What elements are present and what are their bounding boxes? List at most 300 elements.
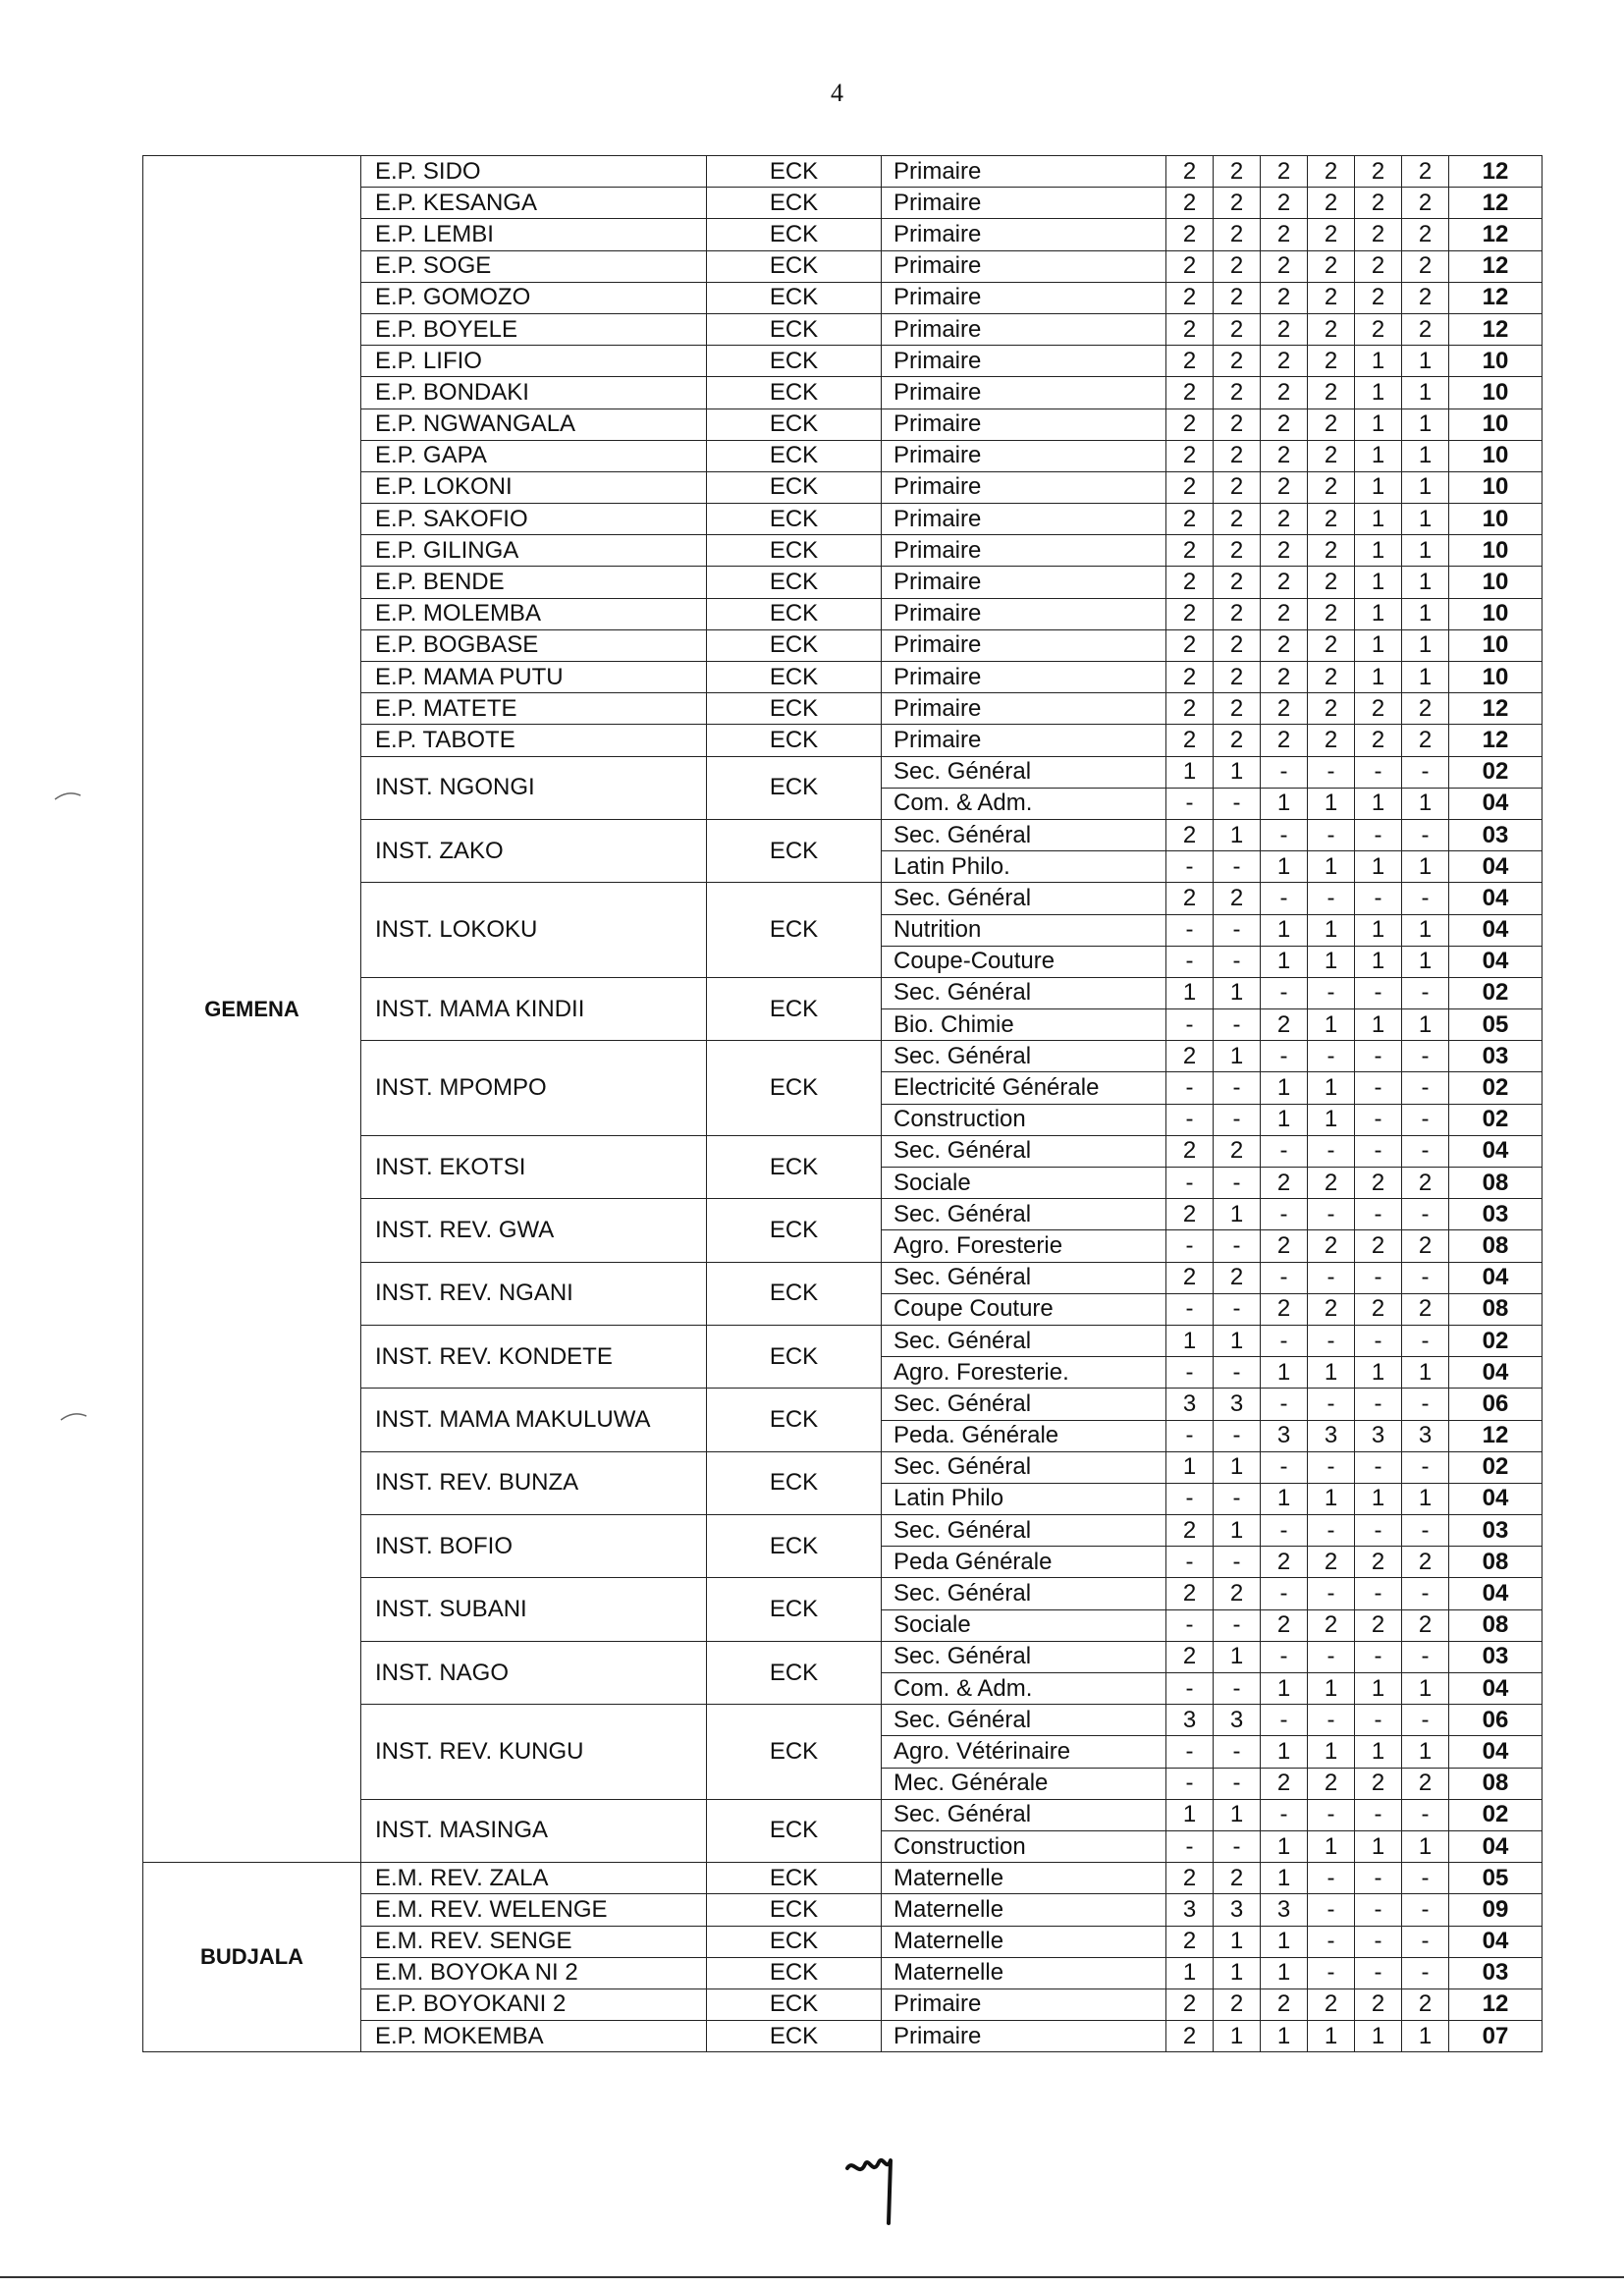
total-cell: 12 bbox=[1449, 250, 1543, 282]
section-cell: Construction bbox=[882, 1104, 1166, 1135]
class-count-cell: 2 bbox=[1308, 440, 1355, 471]
class-count-cell: 2 bbox=[1166, 693, 1214, 725]
class-count-cell: 2 bbox=[1261, 346, 1308, 377]
class-count-cell: 2 bbox=[1214, 1262, 1261, 1293]
total-cell: 05 bbox=[1449, 1863, 1543, 1894]
total-cell: 03 bbox=[1449, 1515, 1543, 1547]
section-cell: Sec. Général bbox=[882, 1199, 1166, 1230]
class-count-cell: 2 bbox=[1261, 409, 1308, 440]
class-count-cell: 1 bbox=[1355, 567, 1402, 598]
school-name-cell: E.P. LIFIO bbox=[361, 346, 707, 377]
network-cell: ECK bbox=[707, 1926, 882, 1957]
school-name-cell: INST. MPOMPO bbox=[361, 1041, 707, 1136]
class-count-cell: - bbox=[1214, 914, 1261, 946]
network-cell: ECK bbox=[707, 313, 882, 345]
total-cell: 12 bbox=[1449, 1420, 1543, 1451]
class-count-cell: 2 bbox=[1308, 629, 1355, 661]
class-count-cell: 1 bbox=[1261, 1483, 1308, 1514]
class-count-cell: - bbox=[1166, 1009, 1214, 1041]
section-cell: Sec. Général bbox=[882, 1041, 1166, 1072]
total-cell: 12 bbox=[1449, 1988, 1543, 2020]
total-cell: 10 bbox=[1449, 629, 1543, 661]
section-cell: Sec. Général bbox=[882, 1641, 1166, 1672]
network-cell: ECK bbox=[707, 598, 882, 629]
class-count-cell: - bbox=[1214, 946, 1261, 977]
class-count-cell: 2 bbox=[1308, 409, 1355, 440]
class-count-cell: 1 bbox=[1261, 1863, 1308, 1894]
class-count-cell: - bbox=[1308, 1705, 1355, 1736]
section-cell: Maternelle bbox=[882, 1894, 1166, 1926]
class-count-cell: - bbox=[1355, 1863, 1402, 1894]
class-count-cell: 1 bbox=[1214, 1325, 1261, 1356]
total-cell: 04 bbox=[1449, 1673, 1543, 1705]
total-cell: 05 bbox=[1449, 1009, 1543, 1041]
class-count-cell: 2 bbox=[1214, 250, 1261, 282]
section-cell: Primaire bbox=[882, 2021, 1166, 2052]
class-count-cell: 1 bbox=[1402, 1736, 1449, 1768]
class-count-cell: 1 bbox=[1355, 662, 1402, 693]
region-cell: BUDJALA bbox=[143, 1863, 361, 2052]
network-cell: ECK bbox=[707, 250, 882, 282]
school-name-cell: E.P. GILINGA bbox=[361, 535, 707, 567]
class-count-cell: 2 bbox=[1308, 504, 1355, 535]
class-count-cell: - bbox=[1402, 1072, 1449, 1104]
total-cell: 02 bbox=[1449, 1325, 1543, 1356]
class-count-cell: 2 bbox=[1214, 693, 1261, 725]
class-count-cell: - bbox=[1214, 1104, 1261, 1135]
class-count-cell: 2 bbox=[1355, 219, 1402, 250]
class-count-cell: 2 bbox=[1166, 1863, 1214, 1894]
class-count-cell: 1 bbox=[1308, 1673, 1355, 1705]
class-count-cell: 1 bbox=[1402, 914, 1449, 946]
class-count-cell: - bbox=[1402, 1863, 1449, 1894]
school-name-cell: E.P. SIDO bbox=[361, 156, 707, 188]
network-cell: ECK bbox=[707, 1957, 882, 1988]
section-cell: Maternelle bbox=[882, 1863, 1166, 1894]
total-cell: 04 bbox=[1449, 1926, 1543, 1957]
network-cell: ECK bbox=[707, 1988, 882, 2020]
class-count-cell: - bbox=[1166, 1673, 1214, 1705]
section-cell: Primaire bbox=[882, 377, 1166, 409]
school-name-cell: E.P. SAKOFIO bbox=[361, 504, 707, 535]
class-count-cell: 1 bbox=[1355, 914, 1402, 946]
class-count-cell: 1 bbox=[1355, 346, 1402, 377]
region-cell: GEMENA bbox=[143, 156, 361, 1863]
class-count-cell: - bbox=[1355, 1451, 1402, 1483]
class-count-cell: - bbox=[1402, 1641, 1449, 1672]
total-cell: 04 bbox=[1449, 946, 1543, 977]
class-count-cell: - bbox=[1214, 1830, 1261, 1862]
class-count-cell: 1 bbox=[1166, 1957, 1214, 1988]
section-cell: Peda. Générale bbox=[882, 1420, 1166, 1451]
class-count-cell: 2 bbox=[1166, 819, 1214, 850]
class-count-cell: - bbox=[1355, 819, 1402, 850]
class-count-cell: 2 bbox=[1402, 1293, 1449, 1325]
school-name-cell: E.P. MAMA PUTU bbox=[361, 662, 707, 693]
section-cell: Coupe-Couture bbox=[882, 946, 1166, 977]
class-count-cell: - bbox=[1166, 1230, 1214, 1262]
schools-table bbox=[142, 155, 1543, 2052]
class-count-cell: 1 bbox=[1214, 1451, 1261, 1483]
class-count-cell: - bbox=[1308, 1199, 1355, 1230]
total-cell: 04 bbox=[1449, 1578, 1543, 1609]
class-count-cell: - bbox=[1402, 1894, 1449, 1926]
class-count-cell: 1 bbox=[1308, 946, 1355, 977]
class-count-cell: - bbox=[1355, 1894, 1402, 1926]
class-count-cell: - bbox=[1166, 1104, 1214, 1135]
class-count-cell: 2 bbox=[1402, 313, 1449, 345]
class-count-cell: 1 bbox=[1308, 1483, 1355, 1514]
class-count-cell: 2 bbox=[1355, 188, 1402, 219]
total-cell: 04 bbox=[1449, 851, 1543, 883]
class-count-cell: - bbox=[1355, 1926, 1402, 1957]
class-count-cell: 2 bbox=[1261, 377, 1308, 409]
class-count-cell: - bbox=[1355, 1705, 1402, 1736]
class-count-cell: 1 bbox=[1355, 946, 1402, 977]
class-count-cell: - bbox=[1308, 1451, 1355, 1483]
total-cell: 10 bbox=[1449, 346, 1543, 377]
class-count-cell: - bbox=[1308, 1389, 1355, 1420]
class-count-cell: - bbox=[1402, 883, 1449, 914]
section-cell: Mec. Générale bbox=[882, 1768, 1166, 1799]
class-count-cell: 1 bbox=[1166, 977, 1214, 1008]
class-count-cell: - bbox=[1214, 1168, 1261, 1199]
class-count-cell: 2 bbox=[1214, 346, 1261, 377]
class-count-cell: 1 bbox=[1308, 2021, 1355, 2052]
class-count-cell: 2 bbox=[1166, 2021, 1214, 2052]
section-cell: Primaire bbox=[882, 440, 1166, 471]
network-cell: ECK bbox=[707, 977, 882, 1040]
class-count-cell: 2 bbox=[1261, 693, 1308, 725]
class-count-cell: - bbox=[1214, 788, 1261, 819]
total-cell: 10 bbox=[1449, 598, 1543, 629]
class-count-cell: - bbox=[1355, 1104, 1402, 1135]
class-count-cell: 1 bbox=[1355, 377, 1402, 409]
class-count-cell: 2 bbox=[1214, 471, 1261, 503]
class-count-cell: 2 bbox=[1308, 471, 1355, 503]
class-count-cell: - bbox=[1402, 1799, 1449, 1830]
class-count-cell: 3 bbox=[1261, 1894, 1308, 1926]
class-count-cell: 1 bbox=[1402, 1483, 1449, 1514]
school-name-cell: E.M. BOYOKA NI 2 bbox=[361, 1957, 707, 1988]
class-count-cell: - bbox=[1355, 1199, 1402, 1230]
class-count-cell: 2 bbox=[1355, 1609, 1402, 1641]
class-count-cell: 2 bbox=[1402, 1547, 1449, 1578]
class-count-cell: 1 bbox=[1166, 756, 1214, 788]
class-count-cell: 2 bbox=[1261, 1293, 1308, 1325]
class-count-cell: 2 bbox=[1308, 693, 1355, 725]
class-count-cell: 2 bbox=[1214, 313, 1261, 345]
class-count-cell: 2 bbox=[1355, 1168, 1402, 1199]
class-count-cell: 2 bbox=[1308, 1293, 1355, 1325]
class-count-cell: - bbox=[1308, 977, 1355, 1008]
class-count-cell: 2 bbox=[1261, 504, 1308, 535]
class-count-cell: 2 bbox=[1308, 1768, 1355, 1799]
class-count-cell: 2 bbox=[1308, 1168, 1355, 1199]
class-count-cell: - bbox=[1166, 1420, 1214, 1451]
section-cell: Maternelle bbox=[882, 1957, 1166, 1988]
class-count-cell: 2 bbox=[1402, 1230, 1449, 1262]
class-count-cell: 2 bbox=[1355, 156, 1402, 188]
class-count-cell: 2 bbox=[1308, 313, 1355, 345]
class-count-cell: 2 bbox=[1214, 567, 1261, 598]
class-count-cell: 2 bbox=[1166, 1578, 1214, 1609]
class-count-cell: 2 bbox=[1214, 662, 1261, 693]
class-count-cell: 2 bbox=[1166, 250, 1214, 282]
class-count-cell: 2 bbox=[1308, 282, 1355, 313]
class-count-cell: 2 bbox=[1308, 377, 1355, 409]
class-count-cell: 2 bbox=[1214, 535, 1261, 567]
section-cell: Sociale bbox=[882, 1168, 1166, 1199]
class-count-cell: - bbox=[1261, 1199, 1308, 1230]
class-count-cell: 2 bbox=[1308, 725, 1355, 756]
class-count-cell: - bbox=[1261, 1705, 1308, 1736]
class-count-cell: 1 bbox=[1402, 851, 1449, 883]
class-count-cell: 3 bbox=[1166, 1389, 1214, 1420]
section-cell: Primaire bbox=[882, 662, 1166, 693]
class-count-cell: 2 bbox=[1261, 219, 1308, 250]
class-count-cell: 2 bbox=[1214, 504, 1261, 535]
class-count-cell: - bbox=[1402, 1135, 1449, 1167]
school-name-cell: E.P. BONDAKI bbox=[361, 377, 707, 409]
class-count-cell: 2 bbox=[1261, 188, 1308, 219]
total-cell: 12 bbox=[1449, 219, 1543, 250]
class-count-cell: 2 bbox=[1261, 313, 1308, 345]
class-count-cell: 2 bbox=[1166, 598, 1214, 629]
class-count-cell: 2 bbox=[1308, 567, 1355, 598]
class-count-cell: - bbox=[1166, 1293, 1214, 1325]
section-cell: Sec. Général bbox=[882, 1799, 1166, 1830]
total-cell: 10 bbox=[1449, 535, 1543, 567]
class-count-cell: 2 bbox=[1261, 662, 1308, 693]
school-name-cell: E.M. REV. SENGE bbox=[361, 1926, 707, 1957]
total-cell: 10 bbox=[1449, 567, 1543, 598]
class-count-cell: 2 bbox=[1166, 156, 1214, 188]
class-count-cell: 1 bbox=[1261, 788, 1308, 819]
class-count-cell: - bbox=[1402, 1262, 1449, 1293]
class-count-cell: - bbox=[1355, 1389, 1402, 1420]
class-count-cell: 2 bbox=[1261, 1768, 1308, 1799]
class-count-cell: 2 bbox=[1308, 250, 1355, 282]
class-count-cell: 2 bbox=[1261, 629, 1308, 661]
class-count-cell: 1 bbox=[1355, 1673, 1402, 1705]
section-cell: Sec. Général bbox=[882, 1705, 1166, 1736]
class-count-cell: 1 bbox=[1261, 914, 1308, 946]
class-count-cell: 3 bbox=[1166, 1894, 1214, 1926]
class-count-cell: 2 bbox=[1308, 662, 1355, 693]
total-cell: 10 bbox=[1449, 440, 1543, 471]
class-count-cell: 2 bbox=[1402, 1609, 1449, 1641]
class-count-cell: 1 bbox=[1308, 914, 1355, 946]
class-count-cell: - bbox=[1166, 1547, 1214, 1578]
class-count-cell: - bbox=[1402, 1389, 1449, 1420]
class-count-cell: - bbox=[1308, 1799, 1355, 1830]
network-cell: ECK bbox=[707, 1325, 882, 1388]
class-count-cell: 2 bbox=[1355, 313, 1402, 345]
total-cell: 02 bbox=[1449, 1104, 1543, 1135]
total-cell: 02 bbox=[1449, 977, 1543, 1008]
class-count-cell: - bbox=[1355, 1578, 1402, 1609]
class-count-cell: 2 bbox=[1214, 440, 1261, 471]
class-count-cell: - bbox=[1355, 1325, 1402, 1356]
class-count-cell: - bbox=[1166, 914, 1214, 946]
network-cell: ECK bbox=[707, 725, 882, 756]
class-count-cell: 1 bbox=[1355, 1736, 1402, 1768]
network-cell: ECK bbox=[707, 1894, 882, 1926]
class-count-cell: 2 bbox=[1166, 1515, 1214, 1547]
class-count-cell: - bbox=[1308, 1957, 1355, 1988]
total-cell: 10 bbox=[1449, 504, 1543, 535]
network-cell: ECK bbox=[707, 1705, 882, 1800]
total-cell: 08 bbox=[1449, 1293, 1543, 1325]
class-count-cell: 2 bbox=[1355, 282, 1402, 313]
total-cell: 12 bbox=[1449, 156, 1543, 188]
school-name-cell: E.P. BOGBASE bbox=[361, 629, 707, 661]
school-name-cell: E.P. MATETE bbox=[361, 693, 707, 725]
section-cell: Primaire bbox=[882, 409, 1166, 440]
section-cell: Primaire bbox=[882, 725, 1166, 756]
class-count-cell: - bbox=[1355, 1799, 1402, 1830]
class-count-cell: 2 bbox=[1214, 598, 1261, 629]
class-count-cell: 1 bbox=[1214, 1926, 1261, 1957]
network-cell: ECK bbox=[707, 219, 882, 250]
section-cell: Nutrition bbox=[882, 914, 1166, 946]
total-cell: 10 bbox=[1449, 662, 1543, 693]
school-name-cell: INST. REV. BUNZA bbox=[361, 1451, 707, 1514]
class-count-cell: 2 bbox=[1261, 1168, 1308, 1199]
network-cell: ECK bbox=[707, 629, 882, 661]
table-row bbox=[143, 156, 1543, 188]
network-cell: ECK bbox=[707, 1135, 882, 1198]
school-name-cell: INST. ZAKO bbox=[361, 819, 707, 882]
network-cell: ECK bbox=[707, 1641, 882, 1704]
class-count-cell: - bbox=[1402, 1199, 1449, 1230]
school-name-cell: E.P. GAPA bbox=[361, 440, 707, 471]
class-count-cell: 2 bbox=[1166, 346, 1214, 377]
class-count-cell: - bbox=[1261, 756, 1308, 788]
class-count-cell: 2 bbox=[1402, 250, 1449, 282]
class-count-cell: 2 bbox=[1355, 725, 1402, 756]
section-cell: Primaire bbox=[882, 346, 1166, 377]
section-cell: Sec. Général bbox=[882, 1451, 1166, 1483]
section-cell: Primaire bbox=[882, 471, 1166, 503]
class-count-cell: 2 bbox=[1166, 1262, 1214, 1293]
section-cell: Agro. Foresterie bbox=[882, 1230, 1166, 1262]
school-name-cell: INST. MAMA MAKULUWA bbox=[361, 1389, 707, 1451]
section-cell: Sociale bbox=[882, 1609, 1166, 1641]
total-cell: 03 bbox=[1449, 1957, 1543, 1988]
class-count-cell: - bbox=[1308, 1641, 1355, 1672]
total-cell: 08 bbox=[1449, 1768, 1543, 1799]
class-count-cell: 1 bbox=[1261, 1830, 1308, 1862]
class-count-cell: 2 bbox=[1166, 504, 1214, 535]
network-cell: ECK bbox=[707, 1799, 882, 1862]
section-cell: Sec. Général bbox=[882, 977, 1166, 1008]
class-count-cell: 1 bbox=[1308, 788, 1355, 819]
class-count-cell: 2 bbox=[1166, 409, 1214, 440]
class-count-cell: 2 bbox=[1402, 219, 1449, 250]
total-cell: 06 bbox=[1449, 1705, 1543, 1736]
class-count-cell: 2 bbox=[1308, 598, 1355, 629]
class-count-cell: - bbox=[1308, 1515, 1355, 1547]
total-cell: 04 bbox=[1449, 914, 1543, 946]
section-cell: Bio. Chimie bbox=[882, 1009, 1166, 1041]
section-cell: Maternelle bbox=[882, 1926, 1166, 1957]
section-cell: Agro. Vétérinaire bbox=[882, 1736, 1166, 1768]
class-count-cell: - bbox=[1308, 756, 1355, 788]
page-number: 4 bbox=[831, 79, 843, 107]
class-count-cell: 2 bbox=[1166, 282, 1214, 313]
class-count-cell: 1 bbox=[1261, 851, 1308, 883]
class-count-cell: - bbox=[1214, 1230, 1261, 1262]
network-cell: ECK bbox=[707, 2021, 882, 2052]
class-count-cell: 1 bbox=[1402, 471, 1449, 503]
network-cell: ECK bbox=[707, 346, 882, 377]
class-count-cell: 2 bbox=[1214, 188, 1261, 219]
class-count-cell: 2 bbox=[1214, 377, 1261, 409]
network-cell: ECK bbox=[707, 883, 882, 978]
class-count-cell: - bbox=[1308, 1325, 1355, 1356]
class-count-cell: - bbox=[1166, 1768, 1214, 1799]
class-count-cell: 2 bbox=[1261, 1547, 1308, 1578]
class-count-cell: - bbox=[1308, 1041, 1355, 1072]
section-cell: Electricité Générale bbox=[882, 1072, 1166, 1104]
section-cell: Com. & Adm. bbox=[882, 1673, 1166, 1705]
class-count-cell: 1 bbox=[1261, 946, 1308, 977]
class-count-cell: 1 bbox=[1308, 1009, 1355, 1041]
class-count-cell: 2 bbox=[1214, 1863, 1261, 1894]
class-count-cell: 2 bbox=[1308, 1230, 1355, 1262]
class-count-cell: - bbox=[1402, 977, 1449, 1008]
network-cell: ECK bbox=[707, 1578, 882, 1641]
class-count-cell: - bbox=[1214, 1357, 1261, 1389]
class-count-cell: 2 bbox=[1355, 1988, 1402, 2020]
class-count-cell: - bbox=[1166, 1609, 1214, 1641]
class-count-cell: - bbox=[1261, 819, 1308, 850]
class-count-cell: 2 bbox=[1261, 598, 1308, 629]
network-cell: ECK bbox=[707, 1451, 882, 1514]
class-count-cell: 2 bbox=[1355, 1768, 1402, 1799]
network-cell: ECK bbox=[707, 1041, 882, 1136]
class-count-cell: 1 bbox=[1402, 504, 1449, 535]
class-count-cell: - bbox=[1214, 1609, 1261, 1641]
class-count-cell: - bbox=[1214, 1736, 1261, 1768]
class-count-cell: 1 bbox=[1402, 662, 1449, 693]
network-cell: ECK bbox=[707, 440, 882, 471]
class-count-cell: 1 bbox=[1261, 1104, 1308, 1135]
network-cell: ECK bbox=[707, 1389, 882, 1451]
class-count-cell: 1 bbox=[1166, 1325, 1214, 1356]
class-count-cell: 1 bbox=[1308, 851, 1355, 883]
class-count-cell: - bbox=[1214, 1547, 1261, 1578]
class-count-cell: - bbox=[1308, 819, 1355, 850]
class-count-cell: - bbox=[1355, 1262, 1402, 1293]
class-count-cell: 2 bbox=[1214, 1135, 1261, 1167]
network-cell: ECK bbox=[707, 282, 882, 313]
class-count-cell: 2 bbox=[1214, 629, 1261, 661]
class-count-cell: 2 bbox=[1261, 471, 1308, 503]
class-count-cell: 1 bbox=[1308, 1736, 1355, 1768]
class-count-cell: 2 bbox=[1261, 725, 1308, 756]
class-count-cell: - bbox=[1261, 1135, 1308, 1167]
school-name-cell: INST. LOKOKU bbox=[361, 883, 707, 978]
class-count-cell: 3 bbox=[1166, 1705, 1214, 1736]
class-count-cell: 2 bbox=[1166, 1135, 1214, 1167]
class-count-cell: - bbox=[1261, 1325, 1308, 1356]
class-count-cell: 1 bbox=[1214, 819, 1261, 850]
class-count-cell: 2 bbox=[1166, 535, 1214, 567]
school-name-cell: E.P. LEMBI bbox=[361, 219, 707, 250]
